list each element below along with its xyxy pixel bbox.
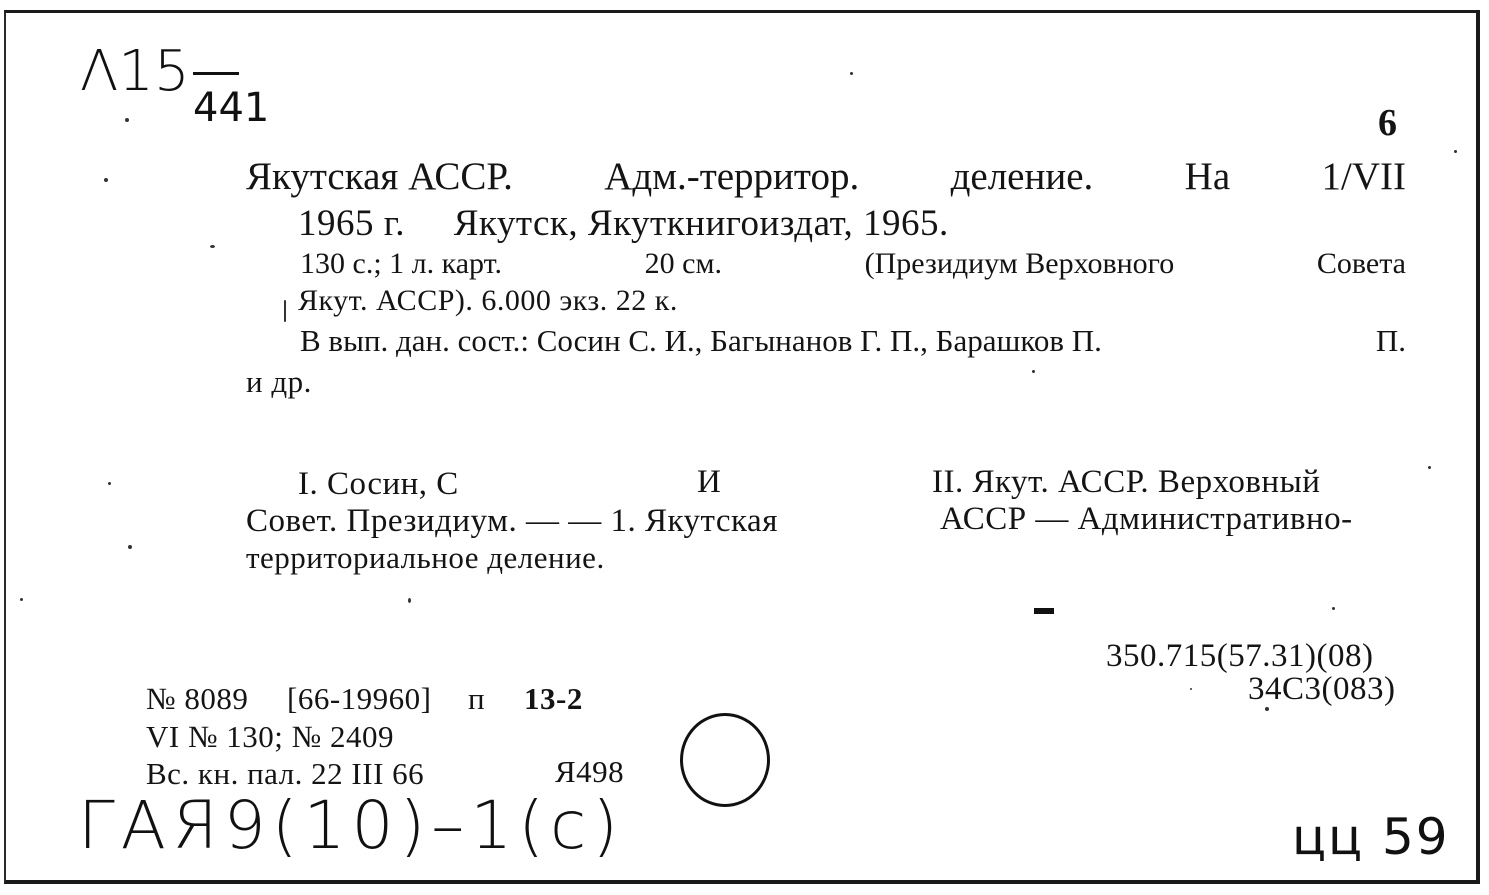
- speck: [210, 245, 215, 248]
- speck: [125, 118, 129, 122]
- speck: [850, 72, 853, 75]
- imprint-order-number: № 8089: [146, 681, 249, 716]
- tracing-line-1-c: II. Якут. АССР. Верховный: [932, 464, 1321, 500]
- title-segment: Якутская АССР.: [246, 155, 513, 198]
- handwritten-shelfmark-sub: 441: [193, 85, 270, 131]
- compilers-segment: В вып. дан. сост.: Сосин С. И., Багынанов Г. П., Барашков П.: [300, 323, 1102, 358]
- description-line-2: Якут. АССР). 6.000 экз. 22 к.: [298, 284, 678, 317]
- imprint-stamp-code: Я498: [555, 754, 625, 789]
- title-line-1: [246, 157, 1406, 196]
- speck: [1190, 688, 1192, 690]
- handwritten-inventory-number: цц 59: [1292, 808, 1450, 866]
- dash-mark: [1034, 608, 1054, 614]
- title-segment: деление.: [950, 155, 1094, 198]
- speck: [1265, 707, 1269, 711]
- handwritten-call-number: ГАЯ9(10)–1(c): [78, 787, 625, 864]
- title-segment: 1/VII: [1321, 155, 1406, 198]
- speck: [104, 178, 108, 182]
- speck: [408, 598, 411, 603]
- description-segment: 130 с.; 1 л. карт.: [300, 247, 503, 280]
- title-segment: Адм.-территор.: [604, 155, 860, 198]
- compilers-segment: П.: [1375, 323, 1406, 358]
- tracing-line-1-b: И: [697, 464, 722, 500]
- description-segment: (Президиум Верховного: [864, 247, 1175, 280]
- imprint-line-2: VI № 130; № 2409: [146, 719, 394, 754]
- speck: [20, 598, 23, 601]
- imprint-line-3: Вс. кн. пал. 22 III 66: [146, 756, 425, 791]
- title-line-2: 1965 г. Якутск, Якуткнигоиздат, 1965.: [298, 203, 949, 244]
- speck: [108, 482, 111, 485]
- udc-index: 350.715(57.31)(08): [1106, 638, 1374, 674]
- bbk-index: 34С3(083): [1248, 671, 1396, 707]
- speck: [284, 300, 286, 322]
- compilers-line-2: и др.: [246, 364, 312, 399]
- speck: [128, 545, 132, 549]
- circle-mark: [680, 713, 770, 807]
- imprint-code: 13-2: [524, 681, 583, 716]
- tracing-line-2-b: АССР — Административно-: [940, 501, 1353, 537]
- handwritten-shelfmark: Λ15: [80, 39, 190, 104]
- tracing-line-3: территориальное деление.: [246, 540, 605, 575]
- imprint-registry: [66-19960]: [287, 681, 432, 716]
- speck: [1454, 150, 1457, 153]
- title-segment: На: [1184, 155, 1231, 198]
- speck: [1032, 370, 1035, 373]
- description-segment: Совета: [1316, 247, 1406, 280]
- description-line-1: [300, 249, 1406, 279]
- tracing-line-2-a: Совет. Президиум. — — 1. Якутская: [246, 503, 778, 539]
- imprint-p: п: [468, 681, 486, 716]
- tracing-line-1-a: I. Сосин, С: [298, 466, 459, 502]
- speck: [1332, 607, 1335, 610]
- compilers-line-1: [300, 325, 1406, 356]
- description-segment: 20 см.: [644, 247, 722, 280]
- handwritten-fraction-bar: [193, 72, 239, 75]
- speck: [1428, 466, 1431, 469]
- card-number: 6: [1378, 102, 1398, 144]
